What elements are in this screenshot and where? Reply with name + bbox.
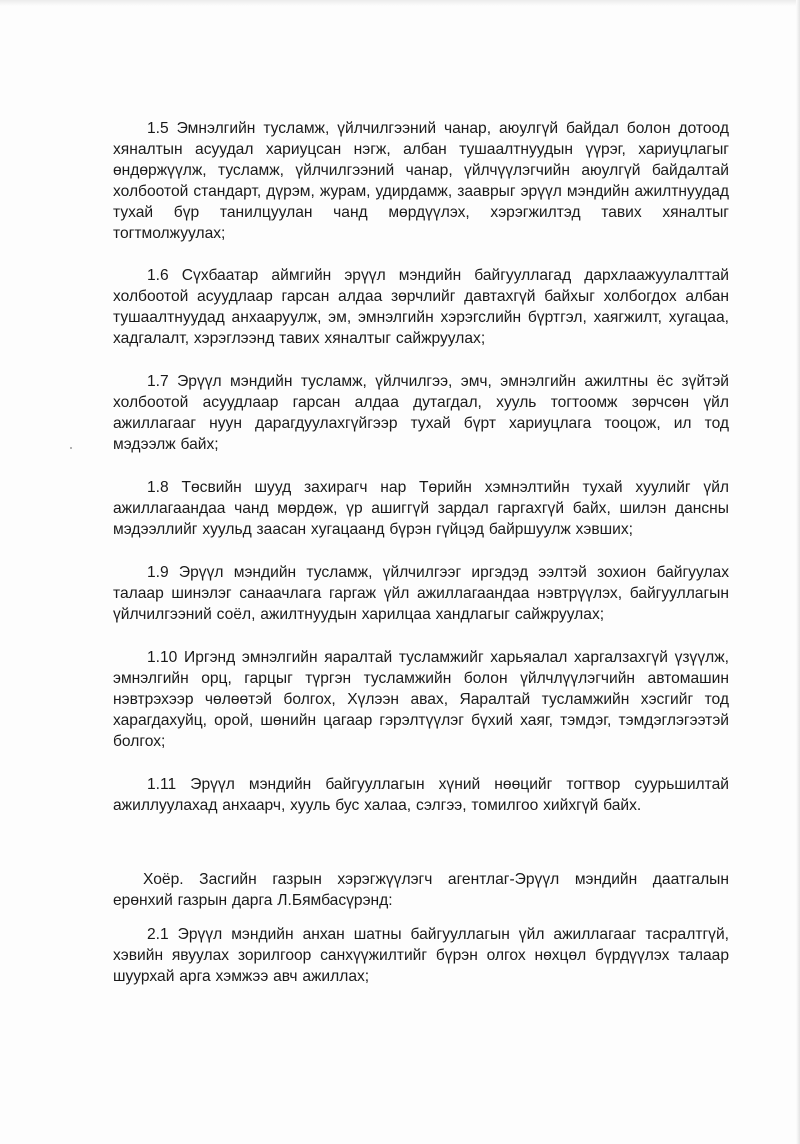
paragraph-1-5: 1.5 Эмнэлгийн тусламж, үйлчилгээний чанар, аюулгүй байдал болон дотоод хяналтын асуудал хариуцсан нэгж, албан тушаалтнуудын үүрэг, хариуцлагыг өндөржүүлж, тусламж, үйлчилгээний чанар, үйлчүүлэгчийн аюулгүй байдалтай холбоотой стандарт, дүрэм, журам, удирдамж, зааврыг эрүүл мэндийн ажилтнуудад тухай бүр танилцуулан чанд мөрдүүлэх, хэрэгжилтэд тавих хяналтыг тогтмолжуулах; bbox=[113, 120, 729, 242]
scan-speck bbox=[70, 447, 72, 449]
scan-edge-top bbox=[0, 0, 800, 6]
paragraph-1-10: 1.10 Иргэнд эмнэлгийн яаралтай тусламжийг харьяалал харгалзахгүй үзүүлж, эмнэлгийн орц, гарцыг түргэн тусламжийн болон үйлчлүүлэгчийн автомашин нэвтрэхээр чөлөөтэй болгох, Хүлээн авах, Яаралтай тусламжийн хэсгийг тод харагдахуйц, орой, шөнийн цагаар гэрэлтүүлэг бүхий хаяг, тэмдэг, тэмдэглэгээтэй болгох; bbox=[113, 649, 729, 750]
paragraph-2-1: 2.1 Эрүүл мэндийн анхан шатны байгууллагын үйл ажиллагааг тасралтгүй, хэвийн явуулах зорилгоор санхүүжилтийг бүрэн олгох нөхцөл бүрдүүлэх талаар шуурхай арга хэмжээ авч ажиллах; bbox=[113, 926, 729, 985]
document-body bbox=[113, 118, 729, 987]
scan-edge-right bbox=[796, 0, 800, 1144]
paragraph-1-8: 1.8 Төсвийн шууд захирагч нар Төрийн хэмнэлтийн тухай хуулийг үйл ажиллагаандаа чанд мөрдөж, үр ашиггүй зардал гаргахгүй байх, шилэн дансны мэдээллийг хуульд заасан хугацаанд бүрэн гүйцэд байршуулж хэвших; bbox=[113, 479, 729, 538]
paragraph-1-9: 1.9 Эрүүл мэндийн тусламж, үйлчилгээг иргэдэд ээлтэй зохион байгуулах талаар шинэлэг санаачлага гаргаж үйл ажиллагаандаа нэвтрүүлэх, байгууллагын үйлчилгээний соёл, ажилтнуудын харилцаа хандлагыг сайжруулах; bbox=[113, 564, 729, 623]
paragraph-1-6: 1.6 Сүхбаатар аймгийн эрүүл мэндийн байгууллагад дархлаажуулалттай холбоотой асуудлаар гарсан алдаа зөрчлийг давтахгүй байхыг холбогдох албан тушаалтнуудад анхааруулж, эм, эмнэлгийн хэрэгслийн бүртгэл, хаягжилт, хугацаа, хадгалалт, хэрэглээнд тавих хяналтыг сайжруулах; bbox=[113, 267, 729, 347]
paragraph-1-11: 1.11 Эрүүл мэндийн байгууллагын хүний нөөцийг тогтвор суурьшилтай ажиллуулахад анхаарч, хууль бус халаа, сэлгээ, томилгоо хийхгүй байх. bbox=[113, 776, 729, 814]
section-two-heading: Хоёр. Засгийн газрын хэрэгжүүлэгч агентлаг-Эрүүл мэндийн даатгалын ерөнхий газрын дарга Л.Бямбасүрэнд: bbox=[113, 871, 729, 909]
paragraph-1-7: 1.7 Эрүүл мэндийн тусламж, үйлчилгээ, эмч, эмнэлгийн ажилтны ёс зүйтэй холбоотой асуудлаар гарсан алдаа дутагдал, хууль тогтоомж зөрчсөн үйл ажиллагааг нуун дарагдуулахгүйгээр тухай бүрт хариуцлага тооцож, ил тод мэдээлж байх; bbox=[113, 373, 729, 453]
